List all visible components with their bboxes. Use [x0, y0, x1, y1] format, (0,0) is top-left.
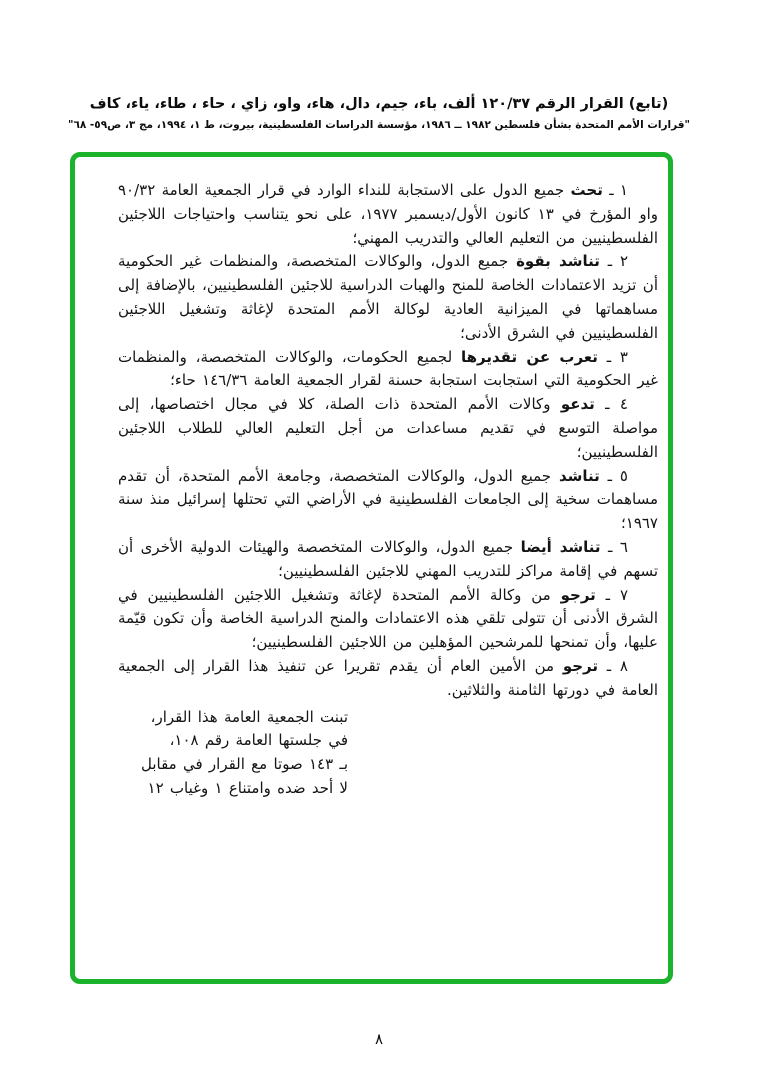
- paragraph-lead-word: تناشد بقوة: [516, 252, 600, 271]
- paragraph-text: جميع الدول، والوكالات المتخصصة، والمنظمات غير الحكومية أن تزيد الاعتمادات الخاصة للمنح والهبات الدراسية للاجئين الفلسطينيين، بالإضافة إلى مساهماتها في الميزانية العادية لوكالة الأمم المتحدة لإغاثة وتشغيل اللاجئين الفلسطينيين في الشرق الأدنى؛: [118, 252, 658, 342]
- paragraph-text: جميع الدول على الاستجابة للنداء الوارد في قرار الجمعية العامة ٩٠/٣٢ واو المؤرخ في ١٣ كانون الأول/ديسمبر ١٩٧٧، على نحو يتناسب واحتياجات اللاجئين الفلسطينيين من التعليم العالي والتدريب المهني؛: [118, 181, 658, 247]
- paragraph-number: ٦ ـ: [608, 537, 628, 556]
- paragraph-number: ٤ ـ: [605, 395, 628, 414]
- document-header: [0, 96, 758, 131]
- paragraph-text: جميع الدول، والوكالات المتخصصة والهيئات الدولية الأخرى أن تسهم في إقامة مراكز للتدريب المهني للاجئين الفلسطينيين؛: [118, 537, 658, 580]
- paragraph-lead-word: تناشد أيضا: [520, 537, 601, 556]
- source-citation: "قرارات الأمم المتحدة بشأن فلسطين ١٩٨٢ ــ ١٩٨٦، مؤسسة الدراسات الفلسطينية، بيروت، ط ١، ١٩٩٤، مج ٣، ص٥٩- ٦٨": [67, 119, 691, 131]
- page-number: ٨: [374, 1030, 384, 1048]
- paragraph-lead-word: تعرب عن تقديرها: [461, 347, 598, 366]
- paragraph-lead-word: ترجو: [562, 656, 599, 675]
- adoption-note-line: بـ ١٤٣ صوتا مع القرار في مقابل: [140, 755, 348, 774]
- resolution-paragraph: [118, 584, 658, 655]
- resolution-paragraph: [118, 346, 658, 394]
- resolution-paragraph: [118, 655, 658, 703]
- adoption-note-line: لا أحد ضده وامتناع ١ وغياب ١٢: [147, 778, 348, 797]
- paragraph-number: ٥ ـ: [607, 466, 628, 485]
- paragraph-lead-word: ترجو: [560, 585, 596, 604]
- adoption-note-line: في جلستها العامة رقم ١٠٨،: [169, 731, 348, 750]
- paragraph-lead-word: تحث: [570, 181, 603, 199]
- resolution-title: (تابع) القرار الرقم ١٢٠/٣٧ ألف، باء، جيم، دال، هاء، واو، زاي ، حاء ، طاء، ياء، كاف: [89, 96, 669, 112]
- green-highlight-frame: [70, 152, 673, 984]
- paragraph-text: جميع الدول، والوكالات المتخصصة، وجامعة الأمم المتحدة، أن تقدم مساهمات سخية إلى الجامعات الفلسطينية في الأراضي التي تحتلها إسرائيل منذ سنة ١٩٦٧؛: [118, 466, 658, 533]
- paragraph-number: ١ ـ: [609, 181, 628, 199]
- resolution-body: [118, 179, 658, 801]
- adoption-note: [118, 706, 348, 801]
- adoption-note-line: تبنت الجمعية العامة هذا القرار،: [150, 707, 348, 726]
- resolution-paragraph: [118, 250, 658, 345]
- paragraph-text: من الأمين العام أن يقدم تقريرا عن تنفيذ هذا القرار إلى الجمعية العامة في دورتها الثامنة والثلاثين.: [118, 656, 658, 699]
- paragraph-lead-word: تدعو: [560, 395, 595, 414]
- paragraph-number: ٣ ـ: [606, 347, 628, 366]
- paragraph-number: ٧ ـ: [605, 585, 628, 604]
- resolution-paragraph: [118, 393, 658, 464]
- paragraph-number: ٢ ـ: [607, 252, 628, 271]
- resolution-paragraph: [118, 465, 658, 536]
- paragraph-number: ٨ ـ: [606, 656, 628, 675]
- resolution-paragraph: [118, 536, 658, 584]
- paragraph-lead-word: تناشد: [558, 466, 600, 485]
- resolution-paragraph: [118, 179, 658, 250]
- paragraph-text: لجميع الحكومات، والوكالات المتخصصة، والمنظمات غير الحكومية التي استجابت استجابة حسنة لقرار الجمعية العامة ١٤٦/٣٦ حاء؛: [118, 347, 658, 390]
- paragraph-text: من وكالة الأمم المتحدة لإغاثة وتشغيل اللاجئين الفلسطينيين في الشرق الأدنى أن تتولى تلقي هذه الاعتمادات والمنح الدراسية الخاصة وأن تكون قيّمة عليها، وأن تمنحها للمرشحين المؤهلين من اللاجئين الفلسطينيين؛: [118, 585, 658, 652]
- paragraph-text: وكالات الأمم المتحدة ذات الصلة، كلا في مجال اختصاصها، إلى مواصلة التوسع في تقديم مساعدات من أجل التعليم العالي للطلاب اللاجئين الفلسطينيين؛: [118, 395, 658, 461]
